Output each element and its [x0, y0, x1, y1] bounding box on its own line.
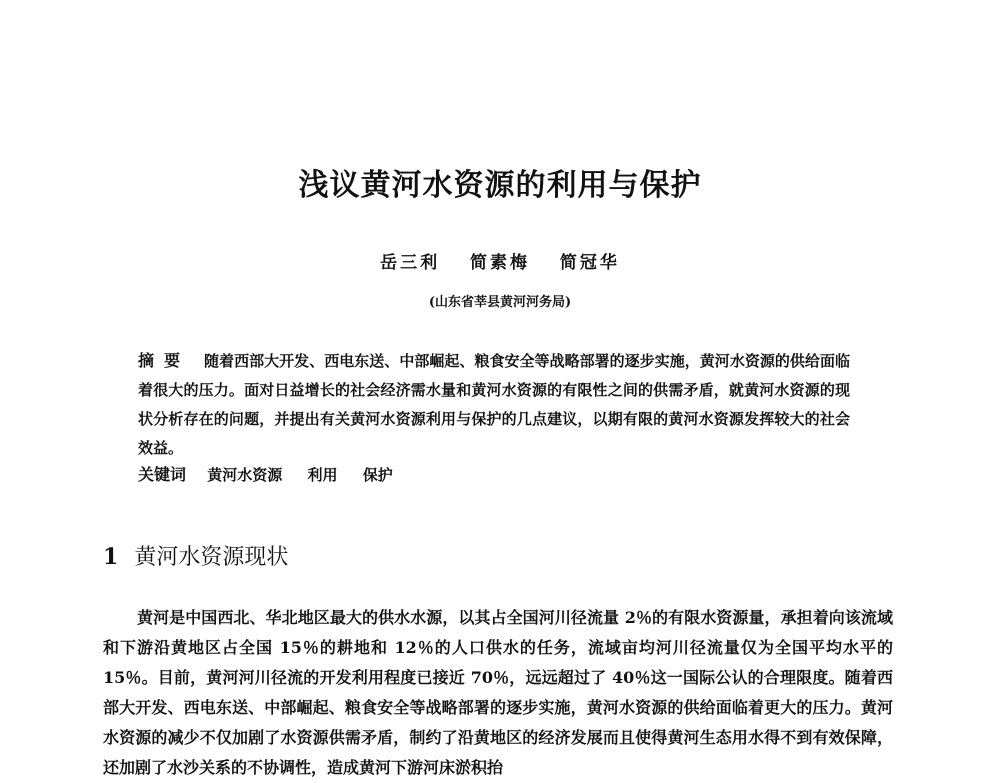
- section-heading: [103, 540, 288, 571]
- author-affiliation: (山东省莘县黄河河务局): [428, 295, 572, 310]
- section-number: 1: [103, 544, 119, 570]
- keyword: 利用: [307, 466, 338, 484]
- abstract: [138, 346, 850, 463]
- keyword: 黄河水资源: [207, 466, 283, 484]
- abstract-text: 随着西部大开发、西电东送、中部崛起、粮食安全等战略部署的逐步实施，黄河水资源的供给面临着很大的压力。面对日益增长的社会经济需水量和黄河水资源的有限性之间的供需矛盾，就黄河水资源的现状分析存在的问题，并提出有关黄河水资源利用与保护的几点建议，以期有限的黄河水资源发挥较大的社会效益。: [138, 352, 850, 457]
- author-list: [0, 248, 1000, 273]
- keyword: 保护: [362, 466, 393, 484]
- abstract-label: 摘要: [138, 351, 191, 370]
- keywords-label: 关键词: [138, 465, 187, 484]
- paper-title: 浅议黄河水资源的利用与保护: [298, 168, 702, 203]
- section-title: 黄河水资源现状: [134, 545, 289, 570]
- keywords: [138, 462, 850, 485]
- author-name: 简冠华: [559, 253, 620, 273]
- author-name: 简素梅: [470, 253, 530, 273]
- author-name: 岳三利: [380, 253, 441, 273]
- body-paragraph: 黄河是中国西北、华北地区最大的供水水源，以其占全国河川径流量 2％的有限水资源量，承担着向该流域和下游沿黄地区占全国 15％的耕地和 12％的人口供水的任务，流域亩均河川径流量仅为全国平均水平的 15％。目前，黄河河川径流的开发利用程度已接近 70％，远远超过了 40％这一国际公认的合理限度。随着西部大开发、西电东送、中部崛起、粮食安全等战略部署的逐步实施，黄河水资源的供给面临着更大的压力。黄河水资源的减少不仅加剧了水资源供需矛盾，制约了沿黄地区的经济发展而且使得黄河生态用水得不到有效保障，还加剧了水沙关系的不协调性，造成黄河下游河床淤积抬: [103, 608, 893, 777]
